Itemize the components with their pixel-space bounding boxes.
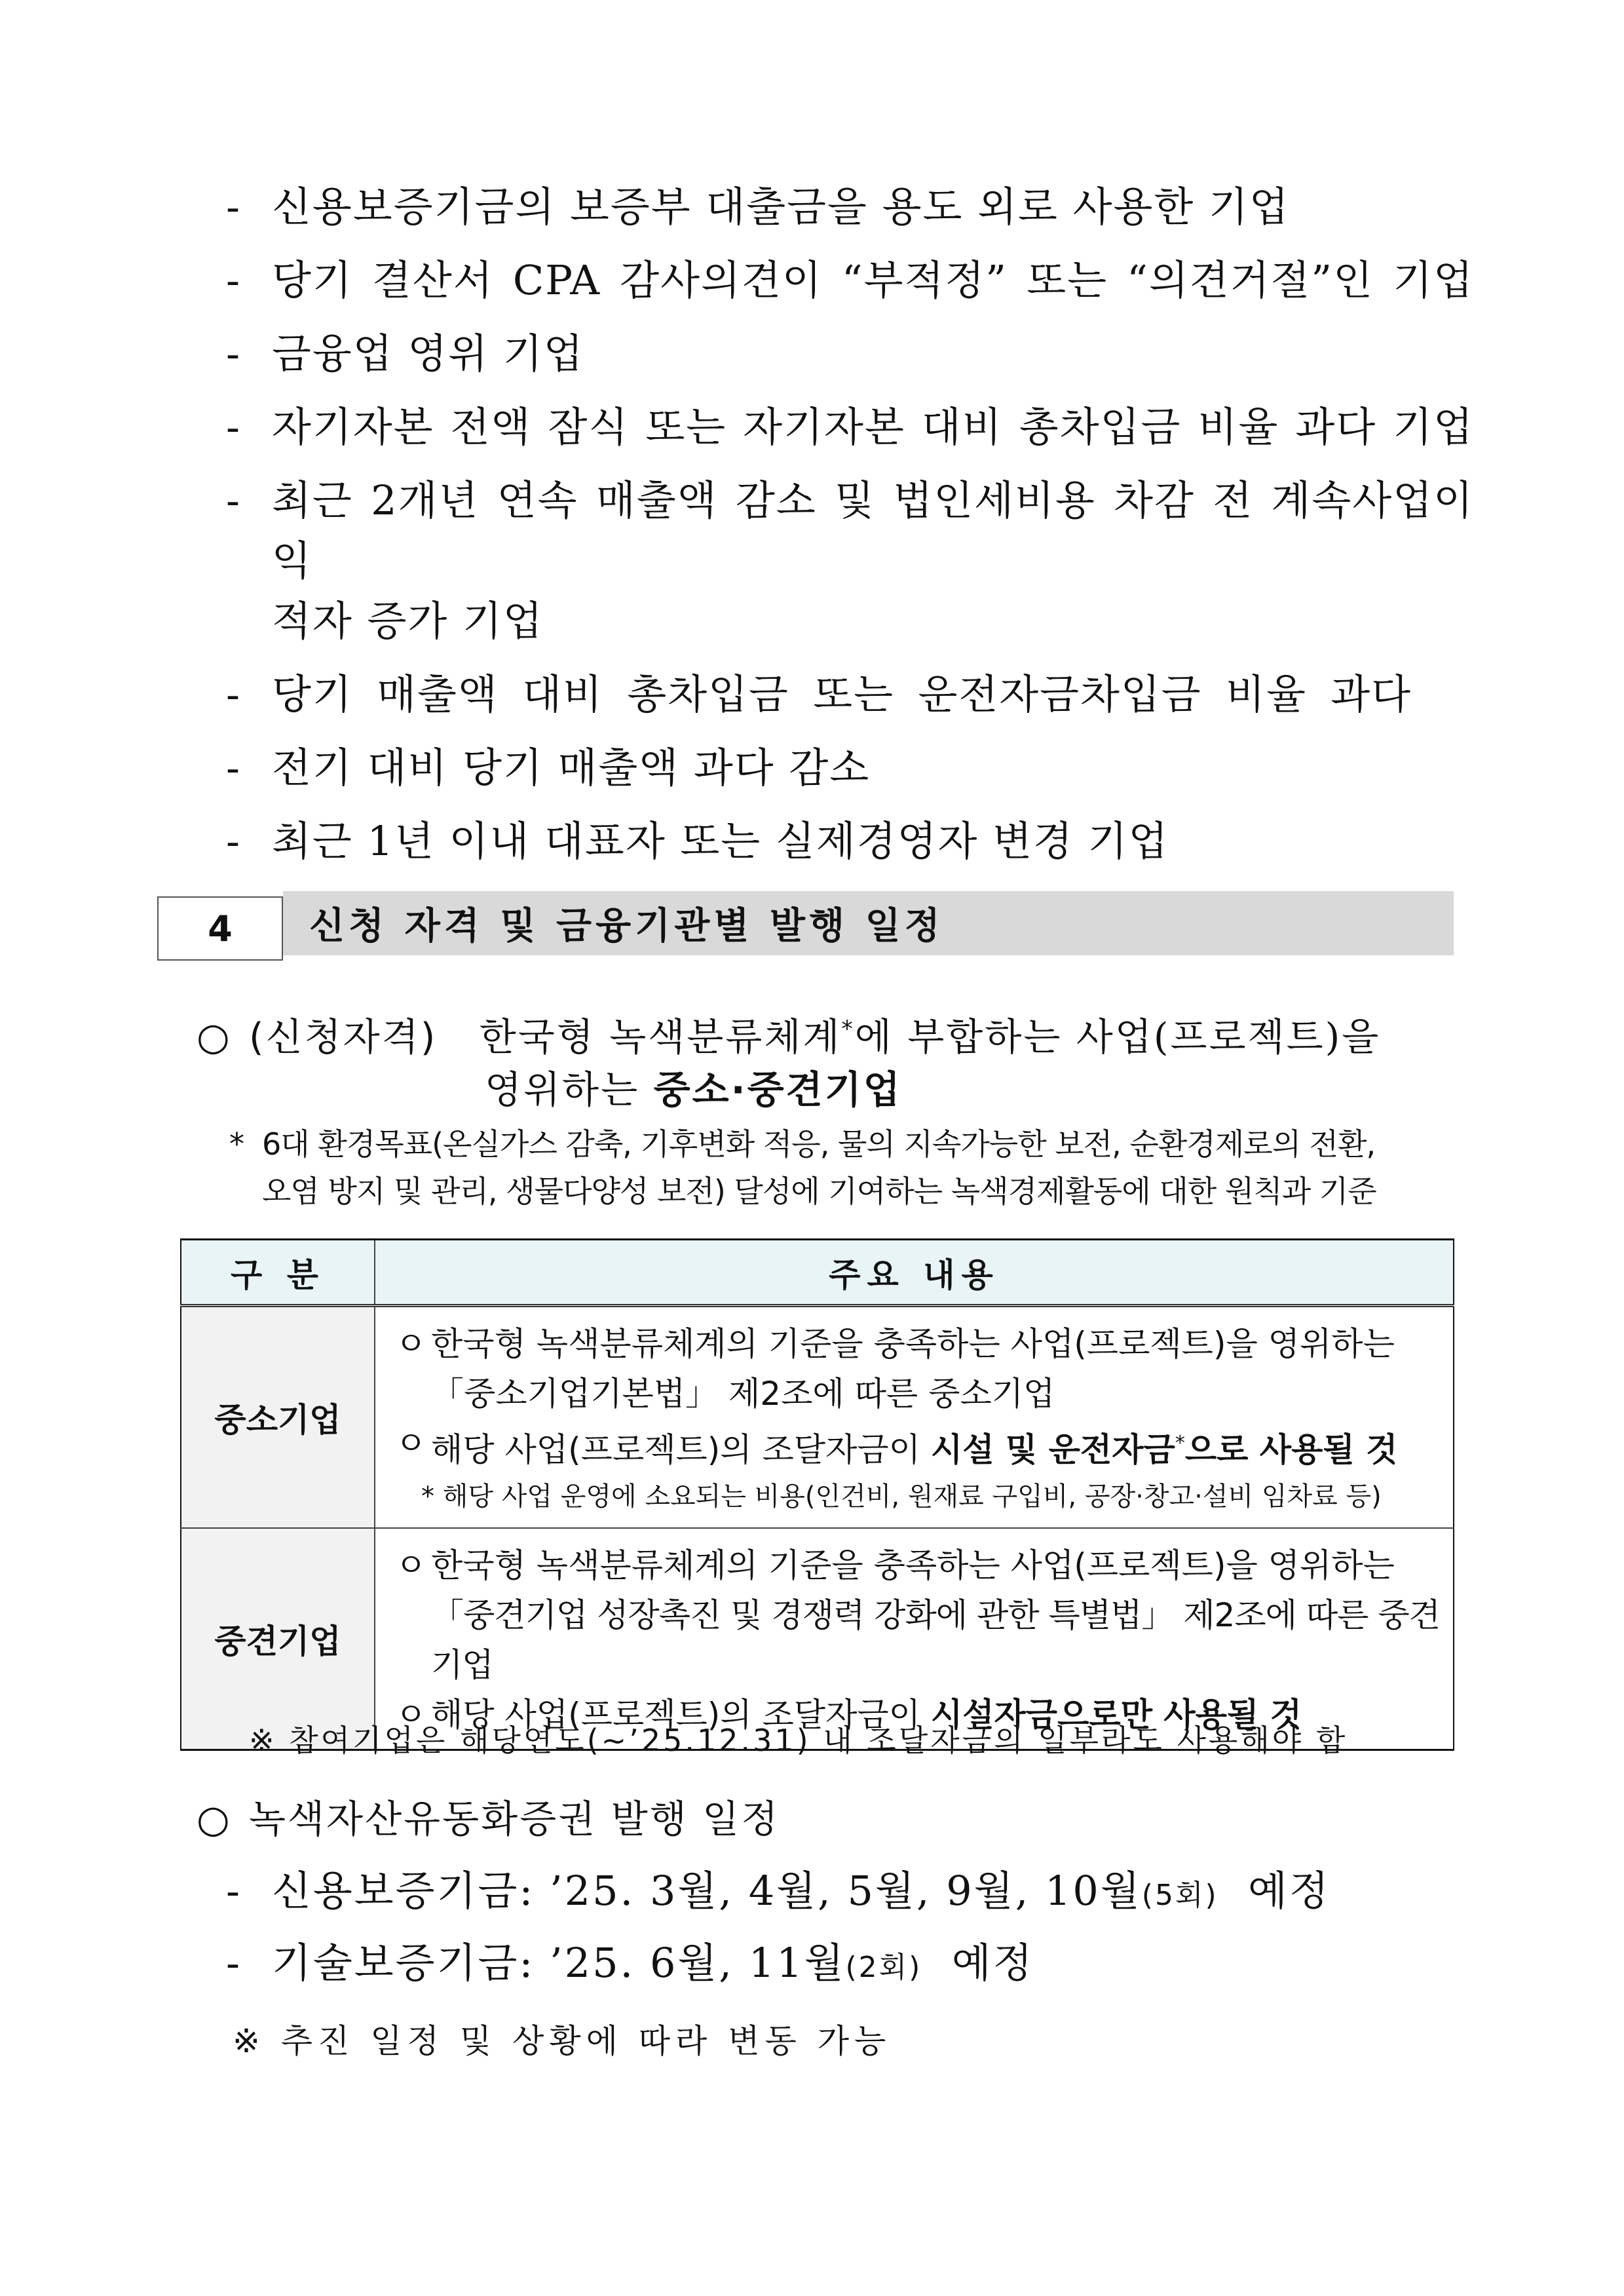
table-remark: ※ 참여기업은 해당연도(∼’25.12.31) 내 조달자금의 일부라도 사용해야 함 [249, 1723, 1348, 1758]
bullet-marker: ㅇ [395, 1325, 427, 1363]
list-item [226, 470, 1474, 651]
dash-marker: - [226, 744, 241, 792]
schedule-remark: ※ 추진 일정 및 상황에 따라 변동 가능 [233, 2022, 892, 2060]
schedule-item-tail: 예정 [1248, 1867, 1331, 1915]
list-item [226, 324, 1474, 384]
schedule-item-count: (2회) [845, 1951, 922, 1984]
table-header-content: 주요 내용 [375, 1240, 1454, 1306]
dash-marker: - [226, 1939, 242, 1987]
list-item-text: 당기 결산서 CPA 감사의견이 “부적정” 또는 “의견거절”인 기업 [272, 256, 1474, 304]
content-line [395, 1319, 1441, 1369]
footnote-marker: * [1175, 1432, 1185, 1455]
category-cell: 중소기업 [181, 1306, 375, 1528]
footnote-text: 6대 환경목표(온실가스 감축, 기후변화 적응, 물의 지속가능한 보전, 순환경제로의 전환, [262, 1126, 1376, 1162]
eligibility-text: 영위하는 [485, 1067, 654, 1112]
footnote-row [229, 1120, 1458, 1168]
eligibility-line [197, 999, 1458, 1067]
circle-bullet: ○ [197, 1797, 232, 1841]
content-cell [375, 1306, 1454, 1528]
list-item-line: 최근 2개년 연속 매출액 감소 및 법인세비용 차감 전 계속사업이익 [272, 476, 1474, 584]
eligibility-label: (신청자격) [249, 1014, 438, 1060]
category-cell: 중견기업 [181, 1528, 375, 1750]
dash-marker: - [226, 256, 241, 304]
content-line [395, 1540, 1441, 1590]
eligibility-line-2 [485, 1060, 902, 1120]
dash-marker: - [226, 183, 241, 231]
content-text: 해당 사업(프로젝트)의 조달자금이 [431, 1695, 931, 1734]
list-item-text: 신용보증기금의 보증부 대출금을 용도 외로 사용한 기업 [272, 183, 1290, 231]
content-text: 「중견기업 성장촉진 및 경쟁력 강화에 관한 특별법」 제2조에 따른 중견기업 [431, 1596, 1440, 1684]
list-item [226, 664, 1474, 725]
bullet-marker: ㅇ [395, 1695, 427, 1734]
content-text: 해당 사업(프로젝트)의 조달자금이 [431, 1430, 931, 1469]
dash-marker: - [226, 476, 241, 524]
list-item-text: 전기 대비 당기 매출액 과다 감소 [272, 744, 871, 792]
list-item-line: 적자 증가 기업 [272, 597, 544, 645]
list-item-text: 최근 1년 이내 대표자 또는 실제경영자 변경 기업 [272, 817, 1169, 865]
footnote-text: 오염 방지 및 관리, 생물다양성 보전) 달성에 기여하는 녹색경제활동에 대한 원칙과 기준 [262, 1174, 1376, 1209]
content-line-text [431, 1419, 1441, 1475]
content-emphasis: 으로 사용될 것 [1184, 1430, 1398, 1469]
content-text: 한국형 녹색분류체계의 기준을 충족하는 사업(프로젝트)을 영위하는 [431, 1325, 1395, 1363]
content-note: * 해당 사업 운영에 소요되는 비용(인건비, 원재료 구입비, 공장·창고·설비 임차료 등) [421, 1481, 1382, 1512]
exclusion-list [226, 177, 1474, 885]
eligibility-text: 한국형 녹색분류체계 [479, 1014, 842, 1060]
schedule-item-tail: 예정 [951, 1939, 1034, 1987]
list-item-text-wrapped [272, 470, 1474, 651]
footnote-mark: * [229, 1126, 244, 1162]
table-header-row [181, 1240, 1454, 1306]
schedule-heading [197, 1789, 780, 1849]
schedule-title: 녹색자산유동화증권 발행 일정 [249, 1797, 780, 1841]
circle-bullet: ○ [197, 1014, 232, 1060]
content-line [395, 1419, 1441, 1475]
content-emphasis: 시설자금으로만 사용될 것 [930, 1695, 1302, 1734]
bullet-marker: ㅇ [395, 1546, 427, 1584]
bullet-marker: ㅇ [395, 1425, 427, 1463]
list-item [226, 250, 1474, 311]
table-header-category: 구 분 [181, 1240, 375, 1306]
list-item [226, 811, 1474, 871]
schedule-item-count: (5회) [1141, 1879, 1218, 1912]
dash-marker: - [226, 1867, 242, 1915]
footnote-marker: * [841, 1016, 855, 1043]
content-text: 「중소기업기본법」 제2조에 따른 중소기업 [431, 1375, 1055, 1413]
eligibility-text: 에 부합하는 사업(프로젝트)을 [854, 1014, 1381, 1060]
table-row [181, 1306, 1454, 1528]
schedule-item [226, 1933, 1034, 1998]
list-item-text: 자기자본 전액 잠식 또는 자기자본 대비 총차입금 비율 과다 기업 [272, 403, 1474, 451]
list-item [226, 177, 1474, 237]
section-number: 4 [157, 896, 283, 961]
list-item-text: 금융업 영위 기업 [272, 330, 584, 377]
content-text: 한국형 녹색분류체계의 기준을 충족하는 사업(프로젝트)을 영위하는 [431, 1546, 1395, 1584]
schedule-item-main: 기술보증기금: ’25. 6월, 11월 [272, 1939, 846, 1987]
dash-marker: - [226, 817, 241, 865]
eligibility-table [180, 1238, 1454, 1751]
dash-marker: - [226, 403, 241, 451]
content-emphasis: 시설 및 운전자금 [930, 1430, 1175, 1469]
schedule-item-main: 신용보증기금: ’25. 3월, 4월, 5월, 9월, 10월 [272, 1867, 1142, 1915]
dash-marker: - [226, 670, 241, 718]
eligibility-target: 중소·중견기업 [653, 1067, 902, 1112]
section-title: 신청 자격 및 금융기관별 발행 일정 [283, 891, 1454, 955]
schedule-item [226, 1861, 1331, 1926]
list-item [226, 738, 1474, 798]
dash-marker: - [226, 330, 241, 377]
eligibility-footnote [229, 1120, 1458, 1215]
list-item-text: 당기 매출액 대비 총차입금 또는 운전자금차입금 비율 과다 [272, 670, 1412, 718]
list-item [226, 397, 1474, 457]
